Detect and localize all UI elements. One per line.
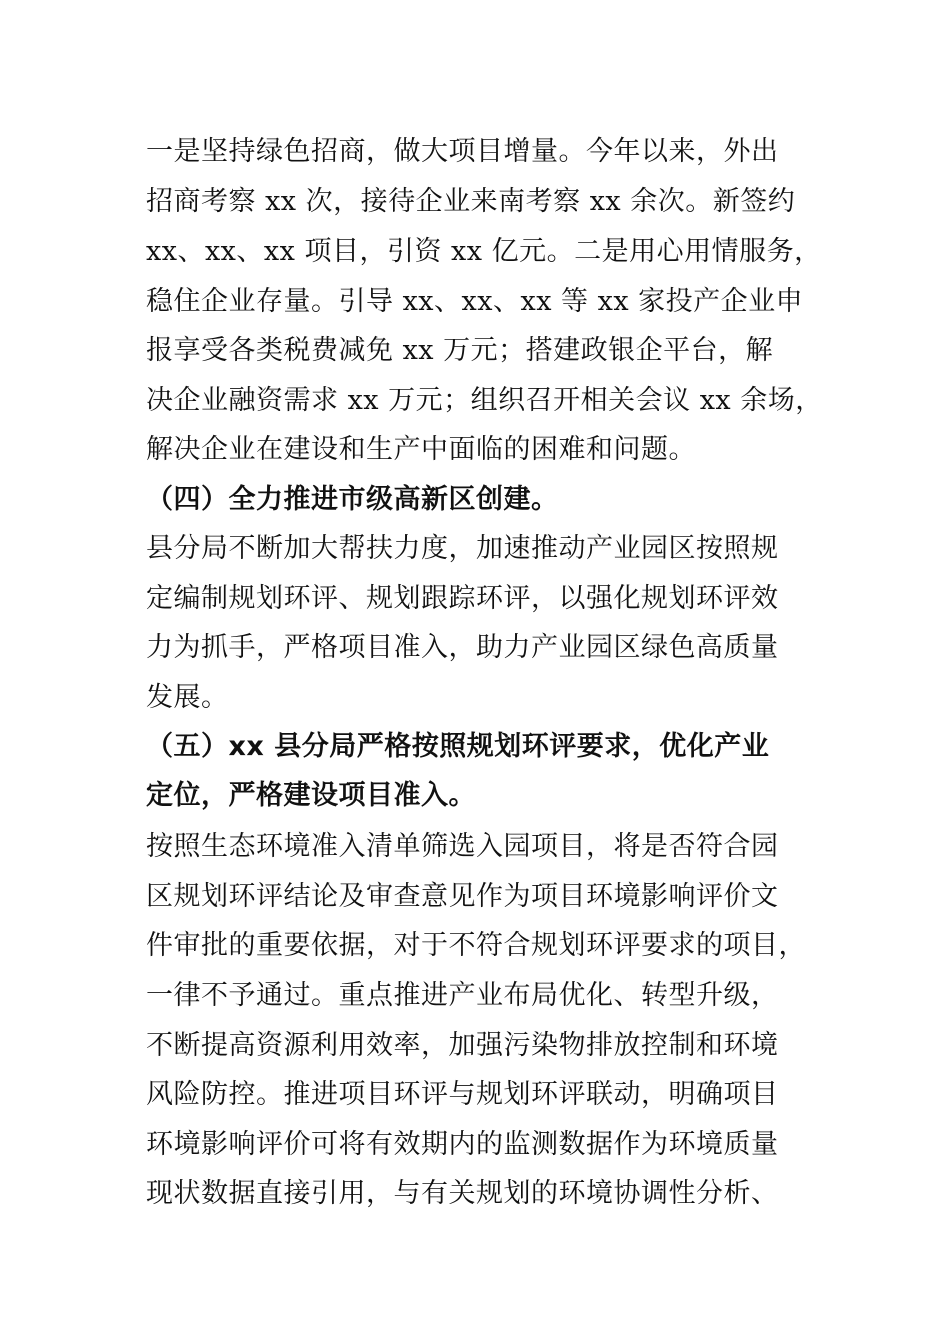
body-text-line: 风险防控。推进项目环评与规划环评联动，明确项目	[146, 1079, 779, 1110]
body-text-line: 定编制规划环评、规划跟踪环评，以强化规划环评效	[146, 583, 779, 614]
body-text-line: 决企业融资需求 xx 万元；组织召开相关会议 xx 余场，	[146, 385, 823, 416]
body-text-line: 区规划环评结论及审查意见作为项目环境影响评价文	[146, 881, 779, 912]
body-text-line: 解决企业在建设和生产中面临的困难和问题。	[146, 434, 696, 465]
body-text-line: 招商考察 xx 次，接待企业来南考察 xx 余次。新签约	[146, 186, 796, 217]
body-text-line: 现状数据直接引用，与有关规划的环境协调性分析、	[146, 1178, 779, 1209]
section-heading-5: （五）xx 县分局严格按照规划环评要求，优化产业	[146, 731, 770, 762]
body-text-line: 环境影响评价可将有效期内的监测数据作为环境质量	[146, 1129, 779, 1160]
body-text-line: 县分局不断加大帮扶力度，加速推动产业园区按照规	[146, 533, 779, 564]
body-text-line: 一律不予通过。重点推进产业布局优化、转型升级，	[146, 980, 779, 1011]
body-text-line: 报享受各类税费减免 xx 万元；搭建政银企平台，解	[146, 335, 774, 366]
section-heading-4: （四）全力推进市级高新区创建。	[146, 484, 559, 515]
body-text-line: 件审批的重要依据，对于不符合规划环评要求的项目，	[146, 930, 806, 961]
body-text-line: 力为抓手，严格项目准入，助力产业园区绿色高质量	[146, 632, 779, 663]
section-heading-5: 定位，严格建设项目准入。	[146, 780, 476, 811]
body-text-line: 不断提高资源利用效率，加强污染物排放控制和环境	[146, 1030, 779, 1061]
body-text-line: 发展。	[146, 682, 229, 713]
body-text-line: 一是坚持绿色招商，做大项目增量。今年以来，外出	[146, 136, 779, 167]
body-text-line: 按照生态环境准入清单筛选入园项目，将是否符合园	[146, 831, 779, 862]
body-text-line: 稳住企业存量。引导 xx、xx、xx 等 xx 家投产企业申	[146, 286, 804, 317]
body-text-line: xx、xx、xx 项目，引资 xx 亿元。二是用心用情服务，	[146, 236, 822, 267]
